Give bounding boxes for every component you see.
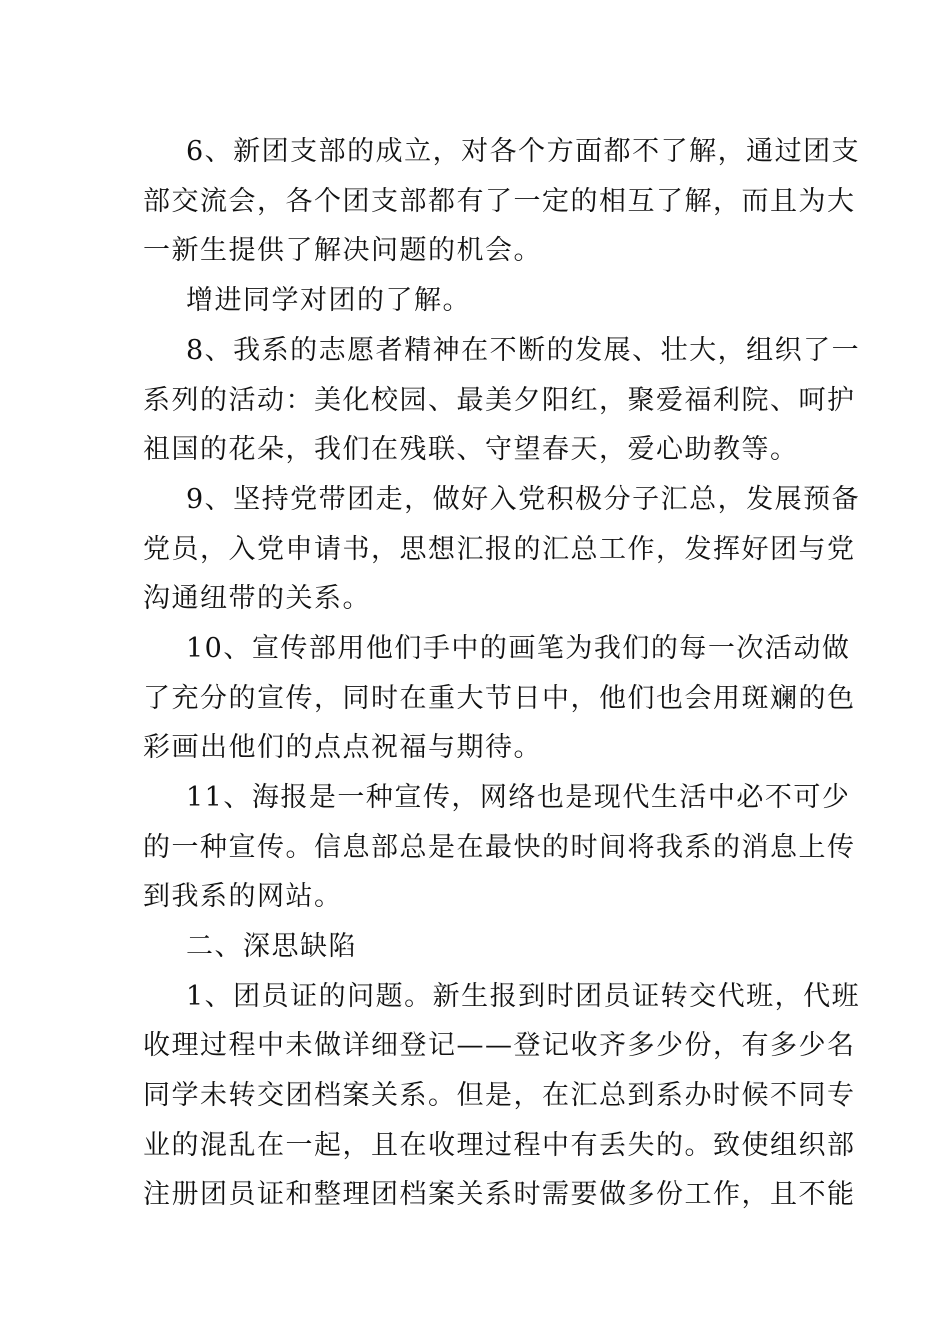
paragraph-defect-1-line-3: 同学未转交团档案关系。但是，在汇总到系办时候不同专	[143, 1080, 856, 1111]
paragraph-8-line-3: 祖国的花朵，我们在残联、守望春天，爱心助教等。	[143, 434, 799, 465]
paragraph-9-line-2: 党员，入党申请书，思想汇报的汇总工作，发挥好团与党	[143, 534, 856, 565]
paragraph-8-line-1: 8、我系的志愿者精神在不断的发展、壮大，组织了一	[186, 335, 861, 366]
section-heading: 二、深思缺陷	[186, 931, 357, 962]
paragraph-defect-1-line-5: 注册团员证和整理团档案关系时需要做多份工作，且不能	[143, 1179, 856, 1210]
paragraph-6-line-1: 6、新团支部的成立，对各个方面都不了解，通过团支	[186, 136, 861, 167]
paragraph-defect-1-line-2: 收理过程中未做详细登记——登记收齐多少份，有多少名	[143, 1030, 856, 1061]
paragraph-10-line-3: 彩画出他们的点点祝福与期待。	[143, 732, 542, 763]
paragraph-9-line-1: 9、坚持党带团走，做好入党积极分子汇总，发展预备	[186, 484, 861, 515]
paragraph-6-line-3: 一新生提供了解决问题的机会。	[143, 235, 542, 266]
paragraph-8-line-2: 系列的活动：美化校园、最美夕阳红，聚爱福利院、呵护	[143, 385, 856, 416]
paragraph-defect-1-line-4: 业的混乱在一起，且在收理过程中有丢失的。致使组织部	[143, 1130, 856, 1161]
paragraph-10-line-1: 10、宣传部用他们手中的画笔为我们的每一次活动做	[186, 633, 851, 664]
paragraph-11-line-1: 11、海报是一种宣传，网络也是现代生活中必不可少	[186, 782, 851, 813]
paragraph-6-line-2: 部交流会，各个团支部都有了一定的相互了解，而且为大	[143, 186, 856, 217]
paragraph-9-line-3: 沟通纽带的关系。	[143, 583, 371, 614]
paragraph-defect-1-line-1: 1、团员证的问题。新生报到时团员证转交代班，代班	[186, 981, 861, 1012]
paragraph-11-line-2: 的一种宣传。信息部总是在最快的时间将我系的消息上传	[143, 832, 856, 863]
paragraph-11-line-3: 到我系的网站。	[143, 881, 343, 912]
paragraph-7-line-1: 增进同学对团的了解。	[186, 285, 471, 316]
paragraph-10-line-2: 了充分的宣传，同时在重大节日中，他们也会用斑斓的色	[143, 683, 856, 714]
